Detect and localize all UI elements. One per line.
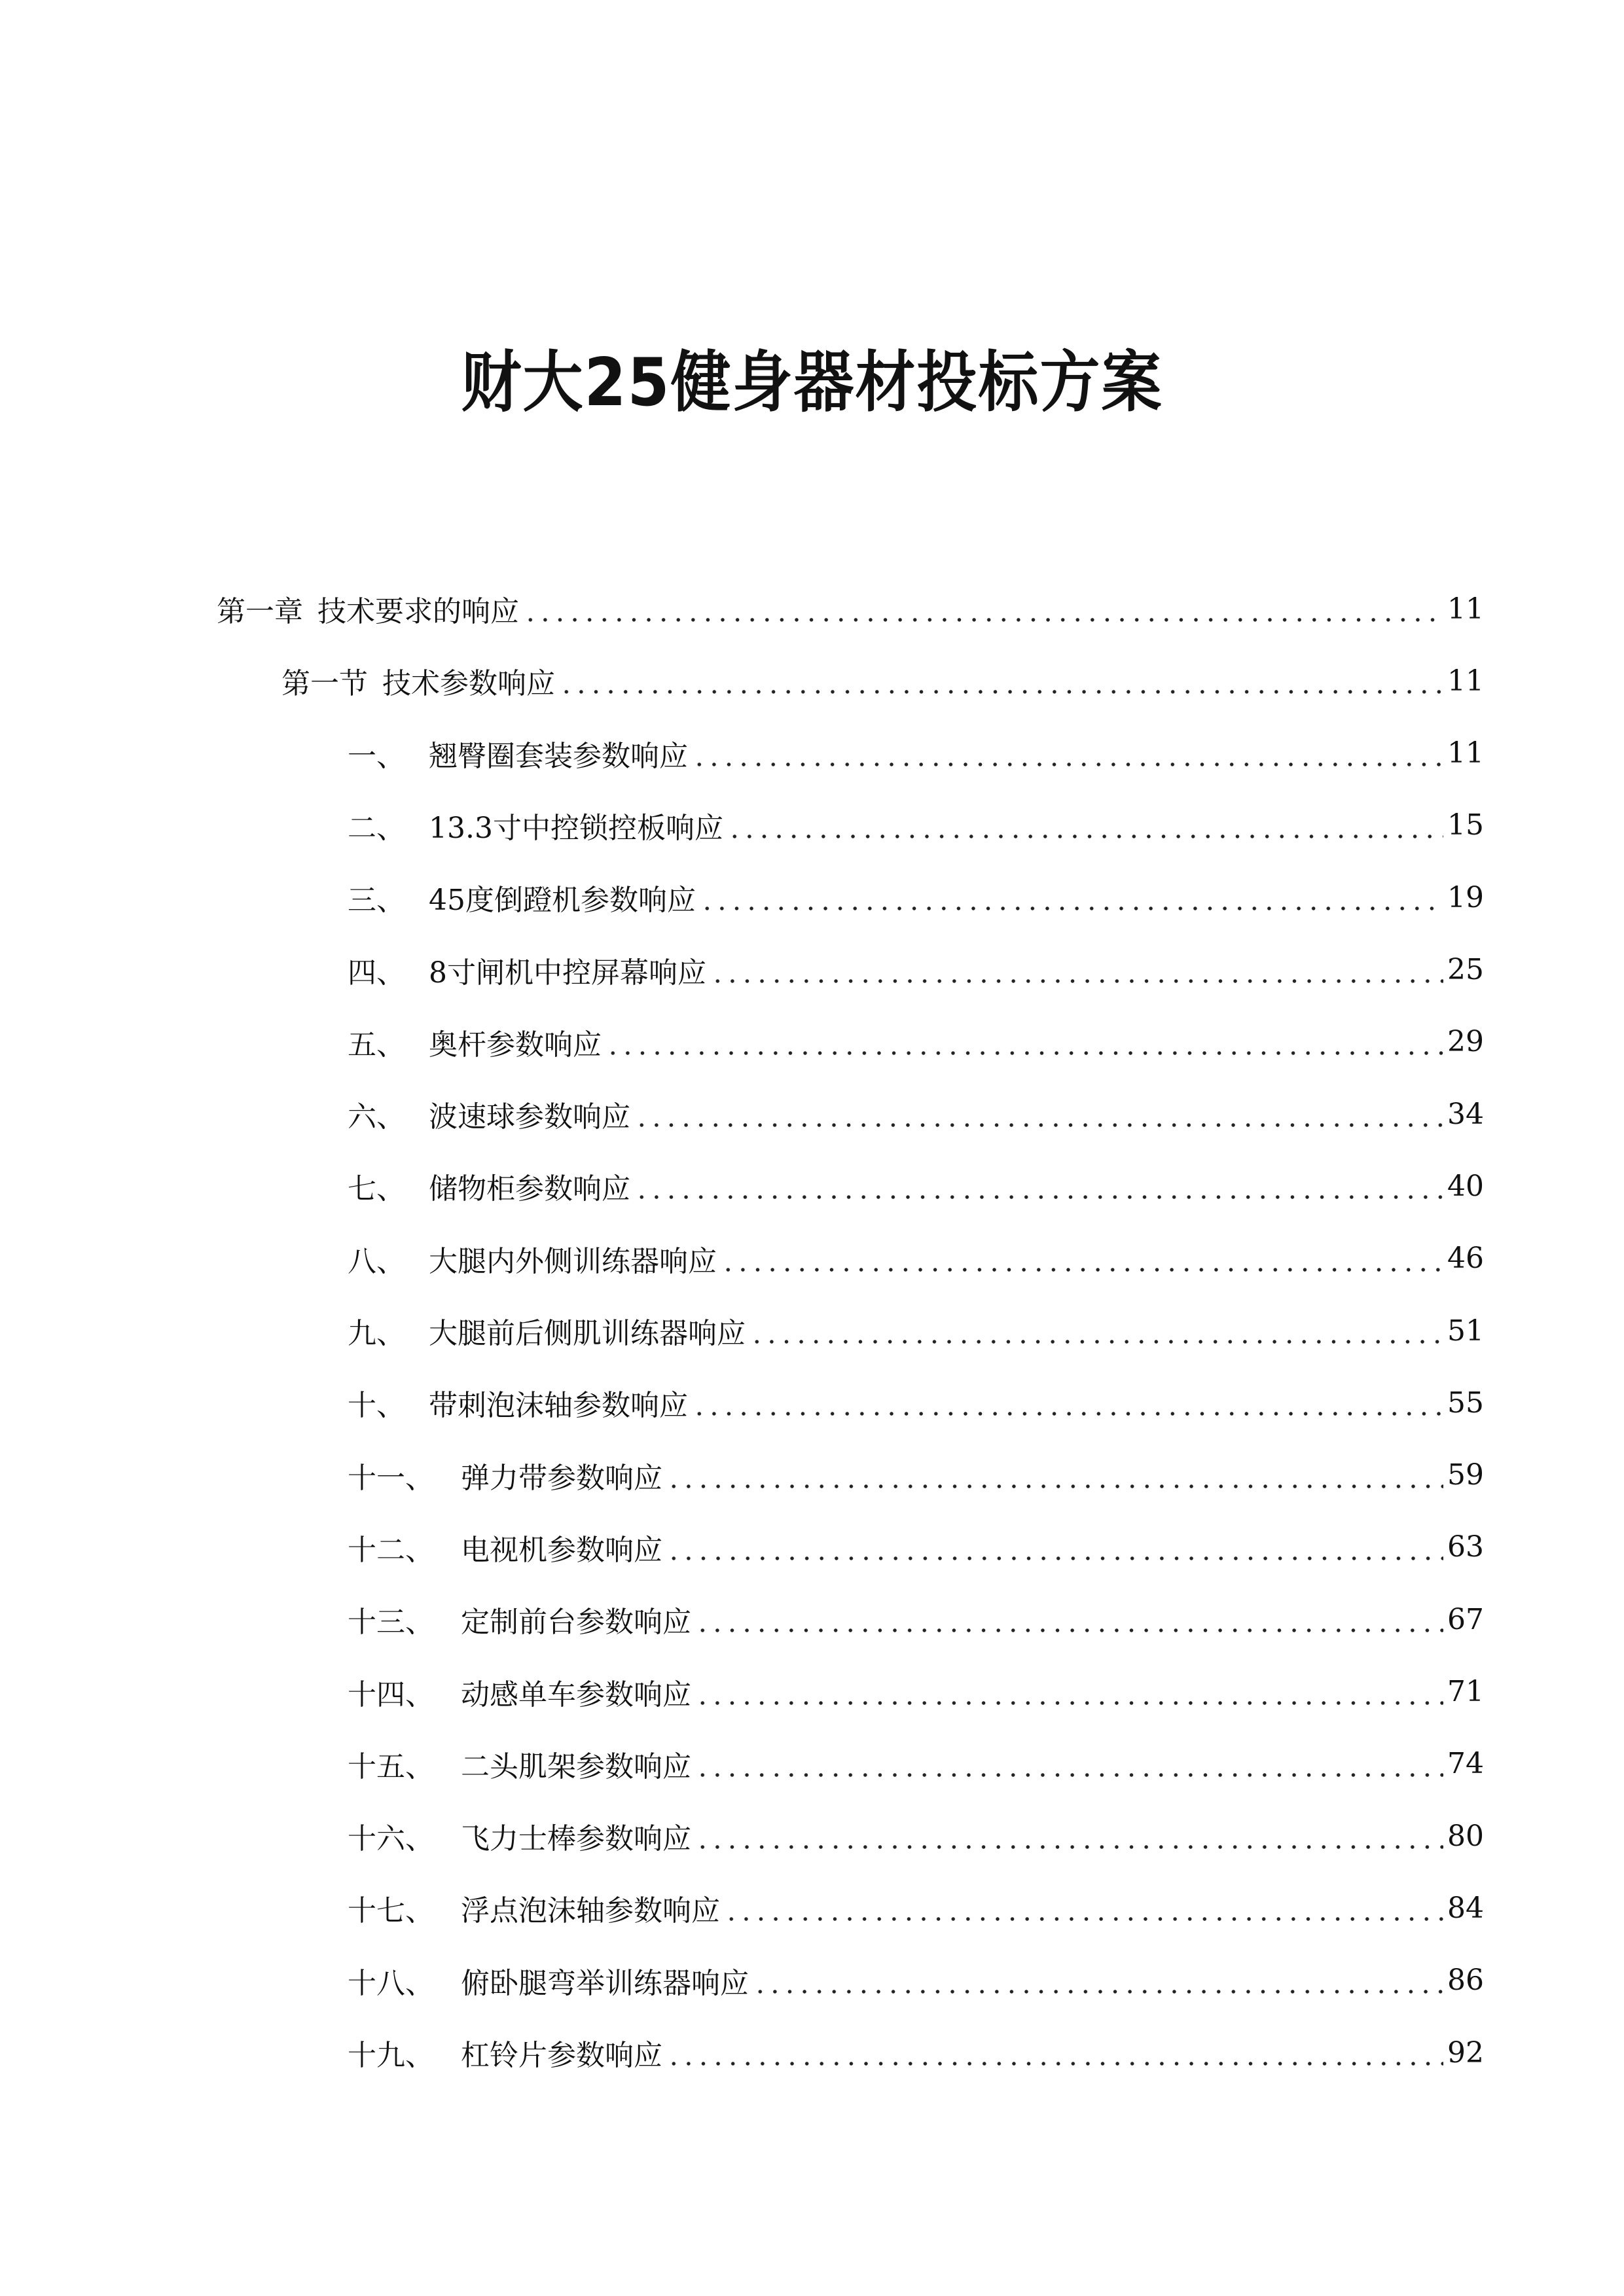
toc-entry-page: 84 — [1447, 1891, 1484, 1925]
toc-entry[interactable] — [217, 586, 1484, 632]
toc-entry-label: 奥杆参数响应 — [429, 1028, 602, 1062]
toc-entry[interactable] — [348, 1308, 1484, 1354]
toc-entry-number: 十八、 — [348, 1966, 434, 2000]
toc-entry-number: 第一章 — [217, 595, 303, 628]
toc-entry-number: 十七、 — [348, 1894, 434, 1928]
toc-entry-label: 大腿前后侧肌训练器响应 — [429, 1317, 746, 1350]
toc-entry-label: 二头肌架参数响应 — [461, 1749, 691, 1784]
dot-leader — [523, 594, 1443, 623]
toc-entry-number: 七、 — [348, 1172, 405, 1206]
toc-entry-page: 11 — [1447, 592, 1484, 626]
toc-entry-page: 92 — [1447, 2036, 1484, 2070]
toc-entry-number: 二、 — [348, 811, 405, 845]
toc-entry-page: 51 — [1447, 1314, 1484, 1348]
toc-entry-page: 71 — [1447, 1675, 1484, 1708]
toc-entry-number: 十九、 — [348, 2039, 434, 2072]
toc-entry-number: 八、 — [348, 1244, 405, 1278]
toc-entry-page: 80 — [1447, 1819, 1484, 1853]
toc-entry-number: 十五、 — [348, 1749, 434, 1784]
toc-entry-page: 19 — [1447, 880, 1484, 914]
toc-entry[interactable] — [348, 1813, 1484, 1859]
dot-leader — [695, 1749, 1443, 1778]
toc-entry[interactable] — [348, 730, 1484, 776]
toc-entry-label: 储物柜参数响应 — [429, 1172, 630, 1206]
toc-entry[interactable] — [348, 1958, 1484, 2003]
dot-leader — [634, 1172, 1443, 1200]
toc-entry-number: 六、 — [348, 1100, 405, 1134]
toc-entry-page: 34 — [1447, 1097, 1484, 1131]
toc-entry-page: 63 — [1447, 1530, 1484, 1564]
dot-leader — [692, 739, 1443, 768]
toc-entry-label: 飞力士棒参数响应 — [461, 1822, 691, 1856]
toc-entry-page: 40 — [1447, 1169, 1484, 1203]
toc-entry-label: 波速球参数响应 — [429, 1100, 630, 1134]
toc-entry[interactable] — [348, 1380, 1484, 1426]
toc-entry[interactable] — [348, 1091, 1484, 1137]
toc-entry-page: 55 — [1447, 1386, 1484, 1420]
toc-entry-number: 五、 — [348, 1028, 405, 1062]
toc-entry-number: 三、 — [348, 884, 405, 918]
dot-leader — [727, 811, 1443, 840]
dot-leader — [666, 2038, 1443, 2067]
toc-entry[interactable] — [348, 1163, 1484, 1209]
toc-entry-number: 十、 — [348, 1389, 405, 1423]
dot-leader — [700, 883, 1443, 912]
toc-entry-page: 15 — [1447, 808, 1484, 842]
dot-leader — [721, 1244, 1443, 1273]
toc-entry[interactable] — [348, 1596, 1484, 1642]
toc-entry-number: 十一、 — [348, 1461, 434, 1495]
toc-entry-label: 45度倒蹬机参数响应 — [429, 884, 696, 918]
toc-entry-page: 11 — [1447, 664, 1484, 698]
dot-leader — [710, 956, 1443, 984]
toc-entry-label: 8寸闸机中控屏幕响应 — [429, 956, 706, 990]
document-title: 财大25健身器材投标方案 — [461, 344, 1163, 422]
toc-entry-label: 大腿内外侧训练器响应 — [429, 1244, 717, 1278]
toc-entry-label: 弹力带参数响应 — [461, 1461, 662, 1495]
toc-entry-number: 十二、 — [348, 1533, 434, 1567]
toc-entry[interactable] — [281, 658, 1484, 704]
dot-leader — [605, 1028, 1443, 1056]
toc-entry-page: 29 — [1447, 1025, 1484, 1059]
toc-entry[interactable] — [348, 1885, 1484, 1931]
toc-entry[interactable] — [348, 2030, 1484, 2075]
toc-entry[interactable] — [348, 1669, 1484, 1715]
toc-entry-page: 11 — [1447, 736, 1484, 770]
toc-entry[interactable] — [348, 1452, 1484, 1498]
toc-entry-number: 十三、 — [348, 1605, 434, 1640]
dot-leader — [692, 1388, 1443, 1417]
toc-entry[interactable] — [348, 1524, 1484, 1570]
toc-entry-number: 第一节 — [281, 667, 368, 701]
toc-entry-page: 67 — [1447, 1602, 1484, 1636]
toc-entry-label: 浮点泡沫轴参数响应 — [461, 1894, 720, 1928]
toc-entry-page: 74 — [1447, 1747, 1484, 1781]
toc-entry[interactable] — [348, 947, 1484, 993]
toc-entry-label: 技术要求的响应 — [317, 595, 519, 628]
toc-entry-number: 一、 — [348, 739, 405, 773]
toc-entry-page: 46 — [1447, 1242, 1484, 1276]
toc-entry-label: 翘臀圈套装参数响应 — [429, 739, 688, 773]
toc-entry-label: 动感单车参数响应 — [461, 1677, 691, 1712]
dot-leader — [749, 1316, 1443, 1345]
toc-entry-label: 定制前台参数响应 — [461, 1605, 691, 1640]
toc-entry-label: 俯卧腿弯举训练器响应 — [461, 1966, 749, 2000]
toc-entry-label: 电视机参数响应 — [461, 1533, 662, 1567]
toc-entry-number: 十四、 — [348, 1677, 434, 1712]
toc-entry-number: 九、 — [348, 1317, 405, 1350]
toc-entry[interactable] — [348, 1741, 1484, 1787]
dot-leader — [695, 1605, 1443, 1634]
dot-leader — [753, 1966, 1443, 1995]
dot-leader — [634, 1100, 1443, 1128]
toc-entry-page: 86 — [1447, 1964, 1484, 1998]
toc-entry-number: 四、 — [348, 956, 405, 990]
dot-leader — [559, 666, 1443, 695]
toc-entry-page: 25 — [1447, 953, 1484, 986]
toc-entry[interactable] — [348, 1019, 1484, 1065]
toc-entry[interactable] — [348, 874, 1484, 920]
toc-entry-label: 技术参数响应 — [382, 667, 555, 701]
dot-leader — [695, 1821, 1443, 1850]
toc-entry-number: 十六、 — [348, 1822, 434, 1856]
dot-leader — [724, 1893, 1443, 1922]
dot-leader — [666, 1533, 1443, 1562]
dot-leader — [695, 1677, 1443, 1706]
toc-entry-page: 59 — [1447, 1458, 1484, 1492]
toc-entry[interactable] — [348, 1236, 1484, 1282]
toc-entry-label: 杠铃片参数响应 — [461, 2039, 662, 2072]
dot-leader — [666, 1461, 1443, 1490]
toc-entry-label: 带刺泡沫轴参数响应 — [429, 1389, 688, 1423]
toc-entry[interactable] — [348, 802, 1484, 848]
toc-entry-label: 13.3寸中控锁控板响应 — [429, 811, 723, 845]
